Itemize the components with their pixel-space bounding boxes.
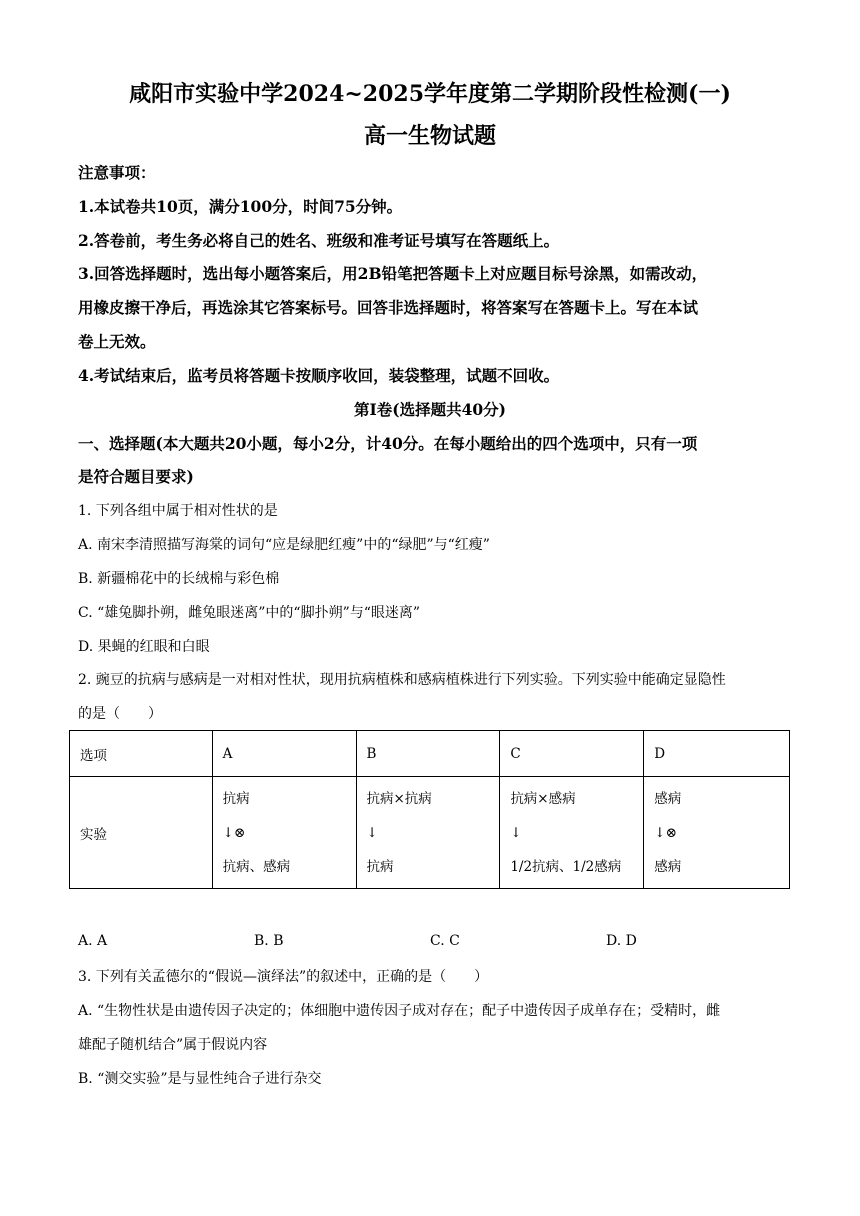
notice-item: 4.考试结束后，监考员将答题卡按顺序收回，装袋整理，试题不回收。 — [78, 366, 560, 385]
notice-item: 2.答卷前，考生务必将自己的姓名、班级和准考证号填写在答题纸上。 — [78, 231, 560, 250]
q1-option-a: A. 南宋李清照描写海棠的词句“应是绿肥红瘦”中的“绿肥”与“红瘦” — [78, 537, 490, 553]
section-instruction: 一、选择题(本大题共20小题，每小2分，计40分。在每小题给出的四个选项中，只有一项 — [78, 434, 698, 453]
q3-option-a: A. “生物性状是由遗传因子决定的；体细胞中遗传因子成对存在；配子中遗传因子成单存在；受精时，雌 — [78, 1003, 721, 1019]
table-header-row — [70, 731, 790, 777]
table-cell-b — [356, 777, 500, 889]
q2-stem: 的是（ ） — [78, 706, 162, 722]
notice-heading: 注意事项： — [78, 163, 156, 182]
cell-offspring: 1/2抗病、1/2感病 — [510, 858, 622, 875]
notice-item: 1.本试卷共10页，满分100分，时间75分钟。 — [78, 197, 403, 216]
cell-cross-symbol: ↓ — [510, 824, 522, 841]
notice-item: 用橡皮擦干净后，再选涂其它答案标号。回答非选择题时，将答案写在答题卡上。写在本试 — [78, 298, 699, 317]
cell-offspring: 抗病、感病 — [222, 858, 291, 875]
q2-option-a: A. A — [78, 933, 108, 949]
q1-stem: 1. 下列各组中属于相对性状的是 — [78, 503, 278, 519]
table-header-cell: A — [212, 731, 356, 777]
table-cell-d — [644, 777, 790, 889]
table-header-cell: C — [500, 731, 644, 777]
cell-parent: 抗病×感病 — [510, 790, 576, 807]
notice-item: 卷上无效。 — [78, 332, 156, 351]
cell-parent: 感病 — [654, 790, 682, 807]
table-cell-c — [500, 777, 644, 889]
notice-item: 3.回答选择题时，选出每小题答案后，用2B铅笔把答题卡上对应题目标号涂黑，如需改动， — [78, 264, 708, 283]
cell-parent: 抗病 — [222, 790, 250, 807]
q3-stem: 3. 下列有关孟德尔的“假说—演绎法”的叙述中，正确的是（ ） — [78, 969, 489, 985]
cell-offspring: 感病 — [654, 858, 682, 875]
table-row-label: 实验 — [70, 777, 213, 889]
table-header-cell: B — [356, 731, 500, 777]
table-header-cell: 选项 — [70, 731, 213, 777]
q2-option-b: B. B — [254, 933, 284, 949]
q3-option-b: B. “测交实验”是与显性纯合子进行杂交 — [78, 1071, 322, 1087]
table-cell-a — [212, 777, 356, 889]
q2-stem: 2. 豌豆的抗病与感病是一对相对性状，现用抗病植株和感病植株进行下列实验。下列实验中能确定显隐性 — [78, 672, 726, 688]
cell-cross-symbol: ↓⊗ — [222, 824, 246, 841]
cell-offspring: 抗病 — [366, 858, 394, 875]
table-row — [70, 777, 790, 889]
q2-experiment-table — [69, 730, 790, 889]
q1-option-d: D. 果蝇的红眼和白眼 — [78, 639, 210, 655]
cell-parent: 抗病×抗病 — [366, 790, 432, 807]
q3-option-a: 雄配子随机结合”属于假说内容 — [78, 1037, 268, 1053]
cell-cross-symbol: ↓⊗ — [654, 824, 677, 841]
exam-subtitle: 高一生物试题 — [363, 123, 496, 149]
q1-option-c: C. “雄兔脚扑朔，雌兔眼迷离”中的“脚扑朔”与“眼迷离” — [78, 605, 421, 621]
section-instruction: 是符合题目要求) — [78, 467, 194, 486]
exam-title: 咸阳市实验中学2024~2025学年度第二学期阶段性检测(一) — [129, 81, 731, 107]
cell-cross-symbol: ↓ — [366, 824, 378, 841]
section-title: 第Ⅰ卷(选择题共40分) — [354, 400, 506, 419]
table-header-cell: D — [644, 731, 790, 777]
q2-option-d: D. D — [606, 933, 637, 949]
q2-option-c: C. C — [430, 933, 460, 949]
q1-option-b: B. 新疆棉花中的长绒棉与彩色棉 — [78, 571, 280, 587]
